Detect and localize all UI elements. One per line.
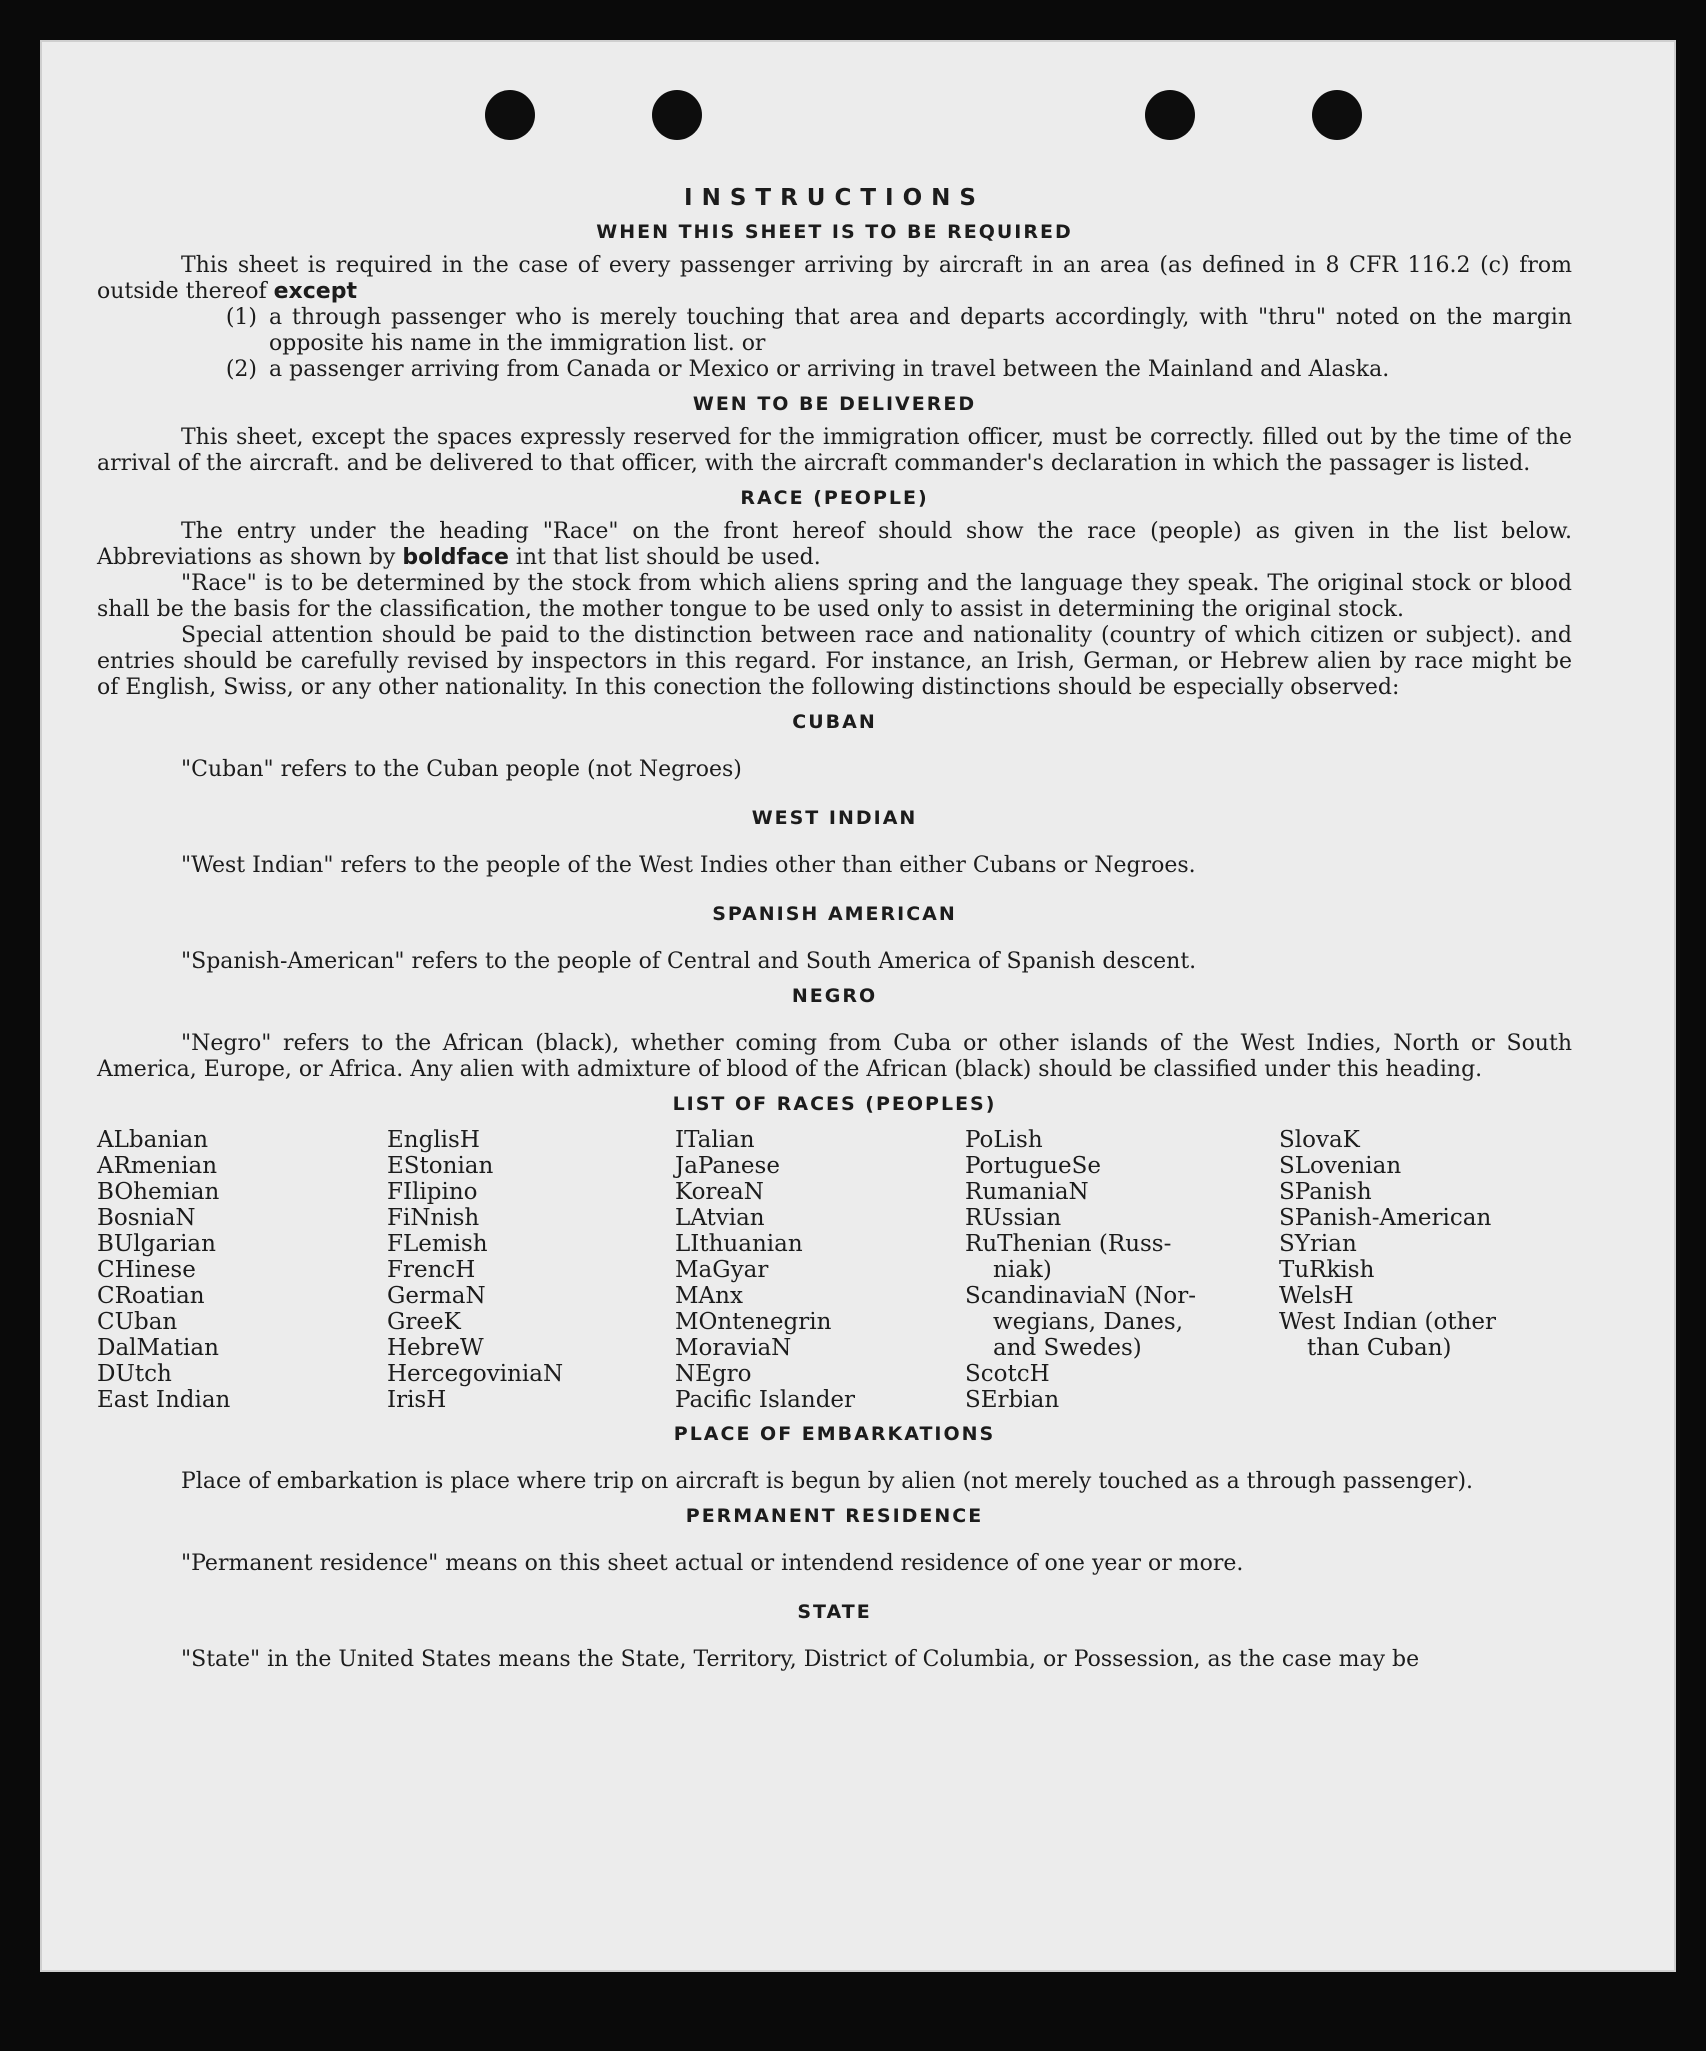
race-list-item: SPanish-American [1279, 1205, 1492, 1231]
race-list-item: PoLish [965, 1127, 1043, 1153]
race-list-item: SYrian [1279, 1231, 1357, 1257]
section-heading-cuban: CUBAN [792, 711, 877, 733]
race-list-item: CHinese [97, 1257, 196, 1283]
race-p1-bold: boldface [402, 545, 509, 570]
race-list-item: DUtch [97, 1361, 172, 1387]
race-list-column [675, 1127, 965, 1413]
item-number: (2) [225, 357, 257, 382]
race-list-item: CRoatian [97, 1283, 205, 1309]
section-heading-state: STATE [797, 1601, 872, 1623]
race-list-column [1279, 1127, 1569, 1413]
race-list-item: ITalian [675, 1127, 755, 1153]
item-text: a through passenger who is merely touching that area and departs accordingly, with "thru" noted on the margin opposite his name in the immigration list. or [269, 305, 1572, 356]
item-number: (1) [225, 305, 257, 330]
race-list-item: KoreaN [675, 1179, 764, 1205]
punch-hole [1145, 90, 1195, 140]
residence-text: "Permanent residence" means on this sheet actual or intendend residence of one year or more. [181, 1551, 1244, 1576]
race-p1-end: int that list should be used. [515, 545, 821, 570]
section-heading-list: LIST OF RACES (PEOPLES) [672, 1093, 997, 1115]
race-list [97, 1127, 1572, 1413]
race-paragraph-3: Special attention should be paid to the distinction between race and nationality (country of which citizen or subject). and entries should be carefully revised by inspectors in this regard. For instance, an Irish, German, or Hebrew alien by race might be of English, Swiss, or any other nationality. In this conection the following distinctions should be especially observed: [97, 623, 1572, 700]
race-list-item: ScotcH [965, 1361, 1050, 1387]
required-intro [97, 253, 1572, 305]
race-list-item: RUssian [965, 1205, 1062, 1231]
race-list-item: East Indian [97, 1387, 231, 1413]
race-list-item: GreeK [387, 1309, 461, 1335]
race-list-item: ALbanian [97, 1127, 209, 1153]
race-list-item: MOntenegrin [675, 1309, 832, 1335]
punch-hole [1312, 90, 1362, 140]
race-list-column [387, 1127, 675, 1413]
race-list-item: LAtvian [675, 1205, 765, 1231]
race-list-item: niak) [993, 1257, 1052, 1283]
required-intro-bold: except [273, 279, 357, 304]
document-body [97, 185, 1572, 1673]
section-heading-delivered: WEN TO BE DELIVERED [692, 393, 977, 415]
race-list-item: West Indian (other [1279, 1309, 1497, 1335]
race-list-item: NEgro [675, 1361, 752, 1387]
race-list-item: MoraviaN [675, 1335, 792, 1361]
race-list-item: SErbian [965, 1387, 1060, 1413]
item-text: a passenger arriving from Canada or Mexico or arriving in travel between the Mainland and Alaska. [269, 357, 1390, 382]
delivered-text: This sheet, except the spaces expressly reserved for the immigration officer, must be correctly. filled out by the time of the arrival of the aircraft. and be delivered to that officer, with the aircraft commander's declaration in which the passager is listed. [97, 425, 1572, 476]
race-list-item: WelsH [1279, 1283, 1354, 1309]
required-item-1 [97, 305, 1572, 357]
page-title: INSTRUCTIONS [684, 185, 985, 211]
section-heading-west-indian: WEST INDIAN [751, 807, 918, 829]
race-list-column [965, 1127, 1279, 1413]
section-heading-residence: PERMANENT RESIDENCE [685, 1505, 984, 1527]
cuban-text: "Cuban" refers to the Cuban people (not Negroes) [181, 757, 742, 782]
section-heading-required: WHEN THIS SHEET IS TO BE REQUIRED [596, 221, 1073, 243]
race-list-item: DalMatian [97, 1335, 219, 1361]
race-list-item: SPanish [1279, 1179, 1372, 1205]
race-list-item: SlovaK [1279, 1127, 1360, 1153]
race-list-item: FIlipino [387, 1179, 478, 1205]
race-list-item: BosniaN [97, 1205, 196, 1231]
race-list-item: GermaN [387, 1283, 486, 1309]
race-list-item: than Cuban) [1307, 1335, 1452, 1361]
race-list-item: wegians, Danes, [993, 1309, 1184, 1335]
race-list-item: MaGyar [675, 1257, 769, 1283]
state-text: "State" in the United States means the State, Territory, District of Columbia, or Possession, as the case may be [181, 1647, 1420, 1672]
race-list-item: HebreW [387, 1335, 484, 1361]
race-list-item: ScandinaviaN (Nor- [965, 1283, 1196, 1309]
race-list-item: PortugueSe [965, 1153, 1101, 1179]
race-list-item: BOhemian [97, 1179, 220, 1205]
race-list-item: RumaniaN [965, 1179, 1089, 1205]
race-list-item: Pacific Islander [675, 1387, 856, 1413]
race-list-item: and Swedes) [993, 1335, 1142, 1361]
race-list-item: ARmenian [97, 1153, 218, 1179]
race-list-item: JaPanese [675, 1153, 780, 1179]
required-intro-text: This sheet is required in the case of every passenger arriving by aircraft in an area (as defined in 8 CFR 116.2 (c) from outside thereof [97, 253, 1572, 304]
race-list-item: BUlgarian [97, 1231, 216, 1257]
race-list-column [97, 1127, 387, 1413]
section-heading-spanish-american: SPANISH AMERICAN [712, 903, 957, 925]
race-list-item: RuThenian (Russ- [965, 1231, 1172, 1257]
required-item-2 [97, 357, 1572, 383]
race-list-item: LIthuanian [675, 1231, 803, 1257]
negro-text: "Negro" refers to the African (black), whether coming from Cuba or other islands of the West Indies, North or South America, Europe, or Africa. Any alien with admixture of blood of the African (black) should be classified under this heading. [97, 1031, 1572, 1082]
section-heading-embarkation: PLACE OF EMBARKATIONS [673, 1423, 996, 1445]
west-indian-text: "West Indian" refers to the people of the West Indies other than either Cubans or Negroes. [181, 853, 1196, 878]
punch-hole [652, 90, 702, 140]
race-list-item: FrencH [387, 1257, 476, 1283]
spanish-american-text: "Spanish-American" refers to the people of Central and South America of Spanish descent. [181, 949, 1197, 974]
race-list-item: FLemish [387, 1231, 488, 1257]
race-list-item: FiNnish [387, 1205, 480, 1231]
race-list-item: MAnx [675, 1283, 743, 1309]
race-p1-text: The entry under the heading "Race" on the front hereof should show the race (people) as given in the list below. Abbreviations as shown by [97, 519, 1572, 570]
embarkation-text: Place of embarkation is place where trip on aircraft is begun by alien (not merely touched as a through passenger). [181, 1469, 1474, 1494]
race-paragraph-2: "Race" is to be determined by the stock from which aliens spring and the language they speak. The original stock or blood shall be the basis for the classification, the mother tongue to be used only to assist in determining the original stock. [97, 571, 1572, 622]
race-list-item: CUban [97, 1309, 178, 1335]
race-list-item: EStonian [387, 1153, 494, 1179]
section-heading-race: RACE (PEOPLE) [740, 487, 929, 509]
punch-hole [485, 90, 535, 140]
race-list-item: EnglisH [387, 1127, 480, 1153]
race-list-item: SLovenian [1279, 1153, 1402, 1179]
race-list-item: TuRkish [1279, 1257, 1375, 1283]
document-page [40, 40, 1676, 1972]
race-list-item: IrisH [387, 1387, 447, 1413]
race-paragraph-1 [97, 519, 1572, 571]
section-heading-negro: NEGRO [791, 985, 878, 1007]
race-list-item: HercegoviniaN [387, 1361, 564, 1387]
